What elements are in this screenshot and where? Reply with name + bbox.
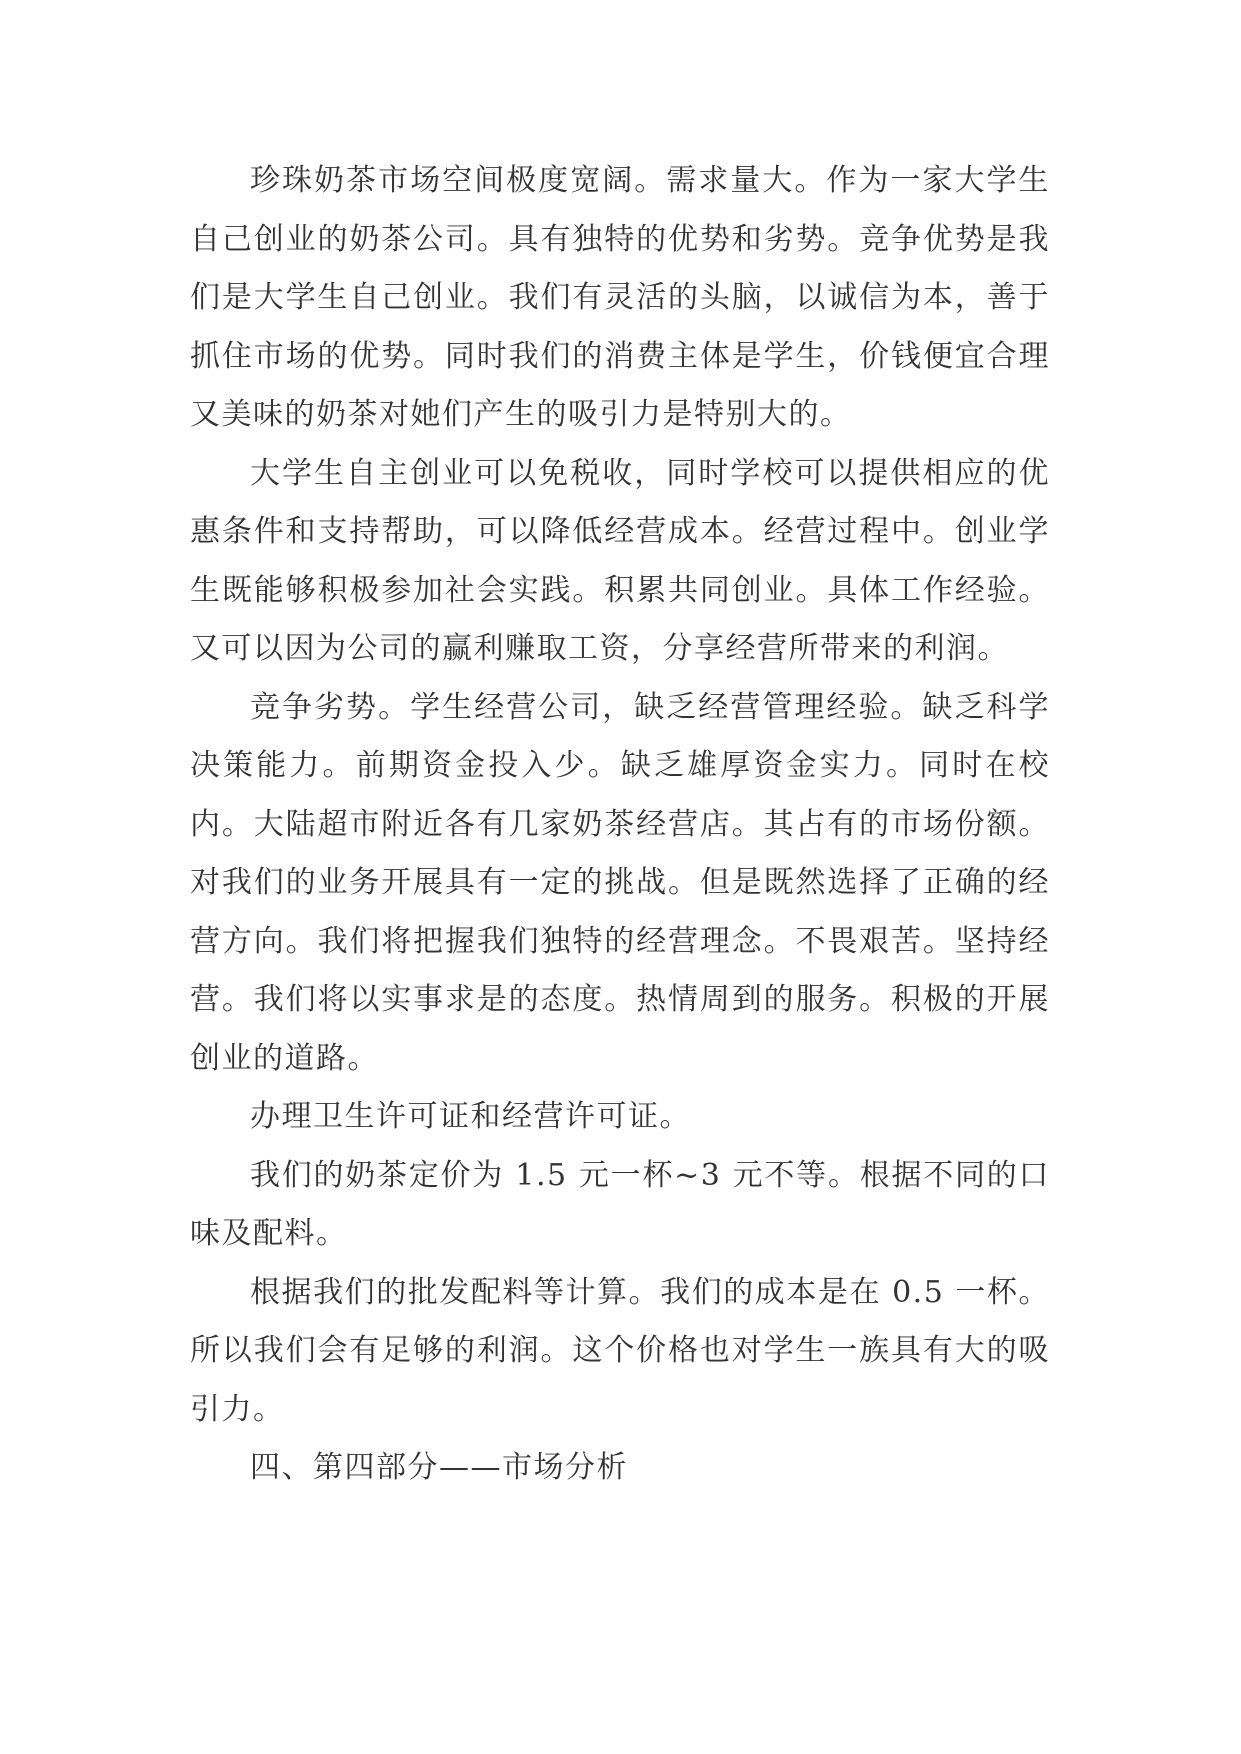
paragraph-competitive-disadvantage: 竞争劣势。学生经营公司，缺乏经营管理经验。缺乏科学决策能力。前期资金投入少。缺乏雄厚资金实力。同时在校内。大陆超市附近各有几家奶茶经营店。其占有的市场份额。对我们的业务开展具有一定的挑战。但是既然选择了正确的经营方向。我们将把握我们独特的经营理念。不畏艰苦。坚持经营。我们将以实事求是的态度。热情周到的服务。积极的开展创业的道路。 — [190, 689, 1050, 1076]
paragraph-competitive-advantage: 珍珠奶茶市场空间极度宽阔。需求量大。作为一家大学生自己创业的奶茶公司。具有独特的优势和劣势。竞争优势是我们是大学生自己创业。我们有灵活的头脑，以诚信为本，善于抓住市场的优势。同时我们的消费主体是学生，价钱便宜合理又美味的奶茶对她们产生的吸引力是特别大的。 — [190, 163, 1050, 432]
paragraph-tax-exemption: 大学生自主创业可以免税收，同时学校可以提供相应的优惠条件和支持帮助，可以降低经营成本。经营过程中。创业学生既能够积极参加社会实践。积累共同创业。具体工作经验。又可以因为公司的赢利赚取工资，分享经营所带来的利润。 — [190, 455, 1050, 666]
section-heading-market-analysis: 四、第四部分——市场分析 — [250, 1450, 628, 1485]
paragraph-pricing: 我们的奶茶定价为 1.5 元一杯~3 元不等。根据不同的口味及配料。 — [190, 1157, 1050, 1251]
paragraph-cost: 根据我们的批发配料等计算。我们的成本是在 0.5 一杯。所以我们会有足够的利润。这个价格也对学生一族具有大的吸引力。 — [190, 1274, 1050, 1427]
paragraph-licenses: 办理卫生许可证和经营许可证。 — [250, 1099, 691, 1134]
document-body — [190, 152, 1050, 1498]
